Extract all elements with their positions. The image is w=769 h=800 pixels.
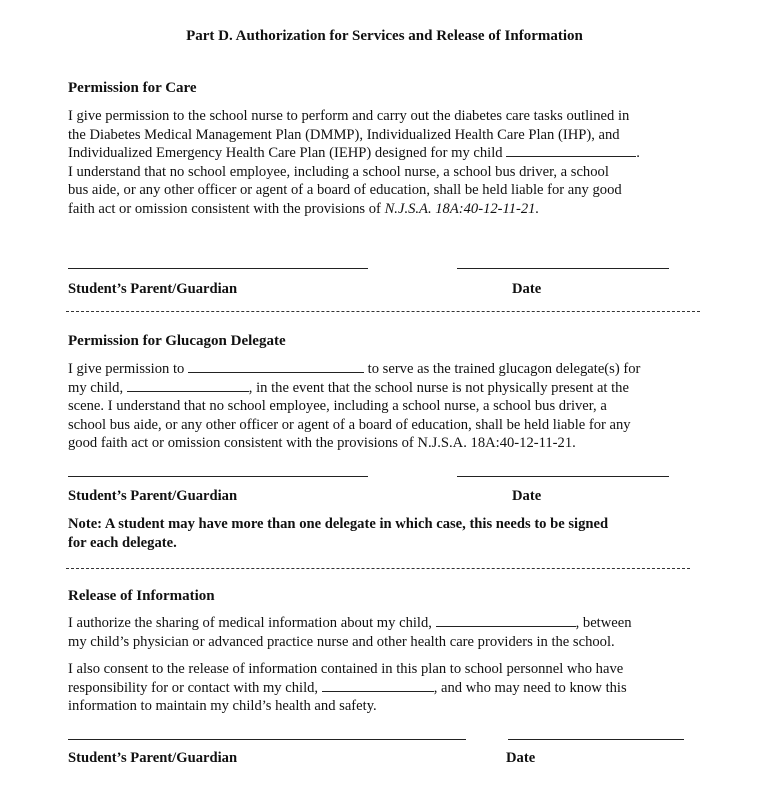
glucagon-date-line[interactable] bbox=[457, 476, 669, 477]
glucagon-heading: Permission for Glucagon Delegate bbox=[68, 333, 286, 349]
release-date-label: Date bbox=[506, 750, 536, 766]
delegate-name-field[interactable] bbox=[188, 360, 364, 373]
delegate-note: Note: A student may have more than one delegate in which case, this needs to be signed for each delegate. bbox=[68, 516, 609, 551]
release-paragraph-1: I authorize the sharing of medical information about my child, , between my child’s physician or advanced practice nurse and other health care providers in the school. bbox=[68, 615, 632, 650]
release-signature-label: Student’s Parent/Guardian bbox=[68, 750, 238, 766]
glucagon-signature-line[interactable] bbox=[68, 476, 368, 477]
care-paragraph: I give permission to the school nurse to perform and carry out the diabetes care tasks outlined in the Diabetes Medical Management Plan (DMMP), Individualized Health Care Plan (IHP), and Individualized Emergency Health Care Plan (IEHP) designed for my child . I understand that no school employee, including a school nurse, a school bus driver, a school bus aide, or any other officer or agent of a board of education, shall be held liable for any good faith act or omission consistent with the provisions of N.J.S.A. 18A:40-12-11-21. bbox=[68, 108, 640, 217]
care-date-line[interactable] bbox=[457, 268, 669, 269]
care-heading: Permission for Care bbox=[68, 80, 197, 96]
section-divider bbox=[66, 311, 700, 312]
release-heading: Release of Information bbox=[68, 588, 215, 604]
release-paragraph-2: I also consent to the release of information contained in this plan to school personnel who have responsibility for or contact with my child, , and who may need to know this information to maintain my child’s health and safety. bbox=[68, 661, 627, 714]
release-signature-line[interactable] bbox=[68, 739, 466, 740]
form-title: Part D. Authorization for Services and Release of Information bbox=[186, 28, 583, 44]
glucagon-child-name-field[interactable] bbox=[127, 379, 249, 392]
care-signature-line[interactable] bbox=[68, 268, 368, 269]
glucagon-signature-label: Student’s Parent/Guardian bbox=[68, 488, 238, 504]
child-name-field[interactable] bbox=[506, 144, 636, 157]
glucagon-date-label: Date bbox=[512, 488, 542, 504]
release-date-line[interactable] bbox=[508, 739, 684, 740]
release-child-name-field[interactable] bbox=[436, 614, 576, 627]
glucagon-paragraph: I give permission to to serve as the trained glucagon delegate(s) for my child, , in the event that the school nurse is not physically present at the scene. I understand that no school employee, including a school nurse, a school bus driver, a school bus aide, or any other officer or agent of a board of education, shall be held liable for any good faith act or omission consistent with the provisions of N.J.S.A. 18A:40-12-11-21. bbox=[68, 361, 641, 451]
section-divider bbox=[66, 568, 690, 569]
care-signature-label: Student’s Parent/Guardian bbox=[68, 281, 238, 297]
consent-child-name-field[interactable] bbox=[322, 679, 434, 692]
care-date-label: Date bbox=[512, 281, 542, 297]
